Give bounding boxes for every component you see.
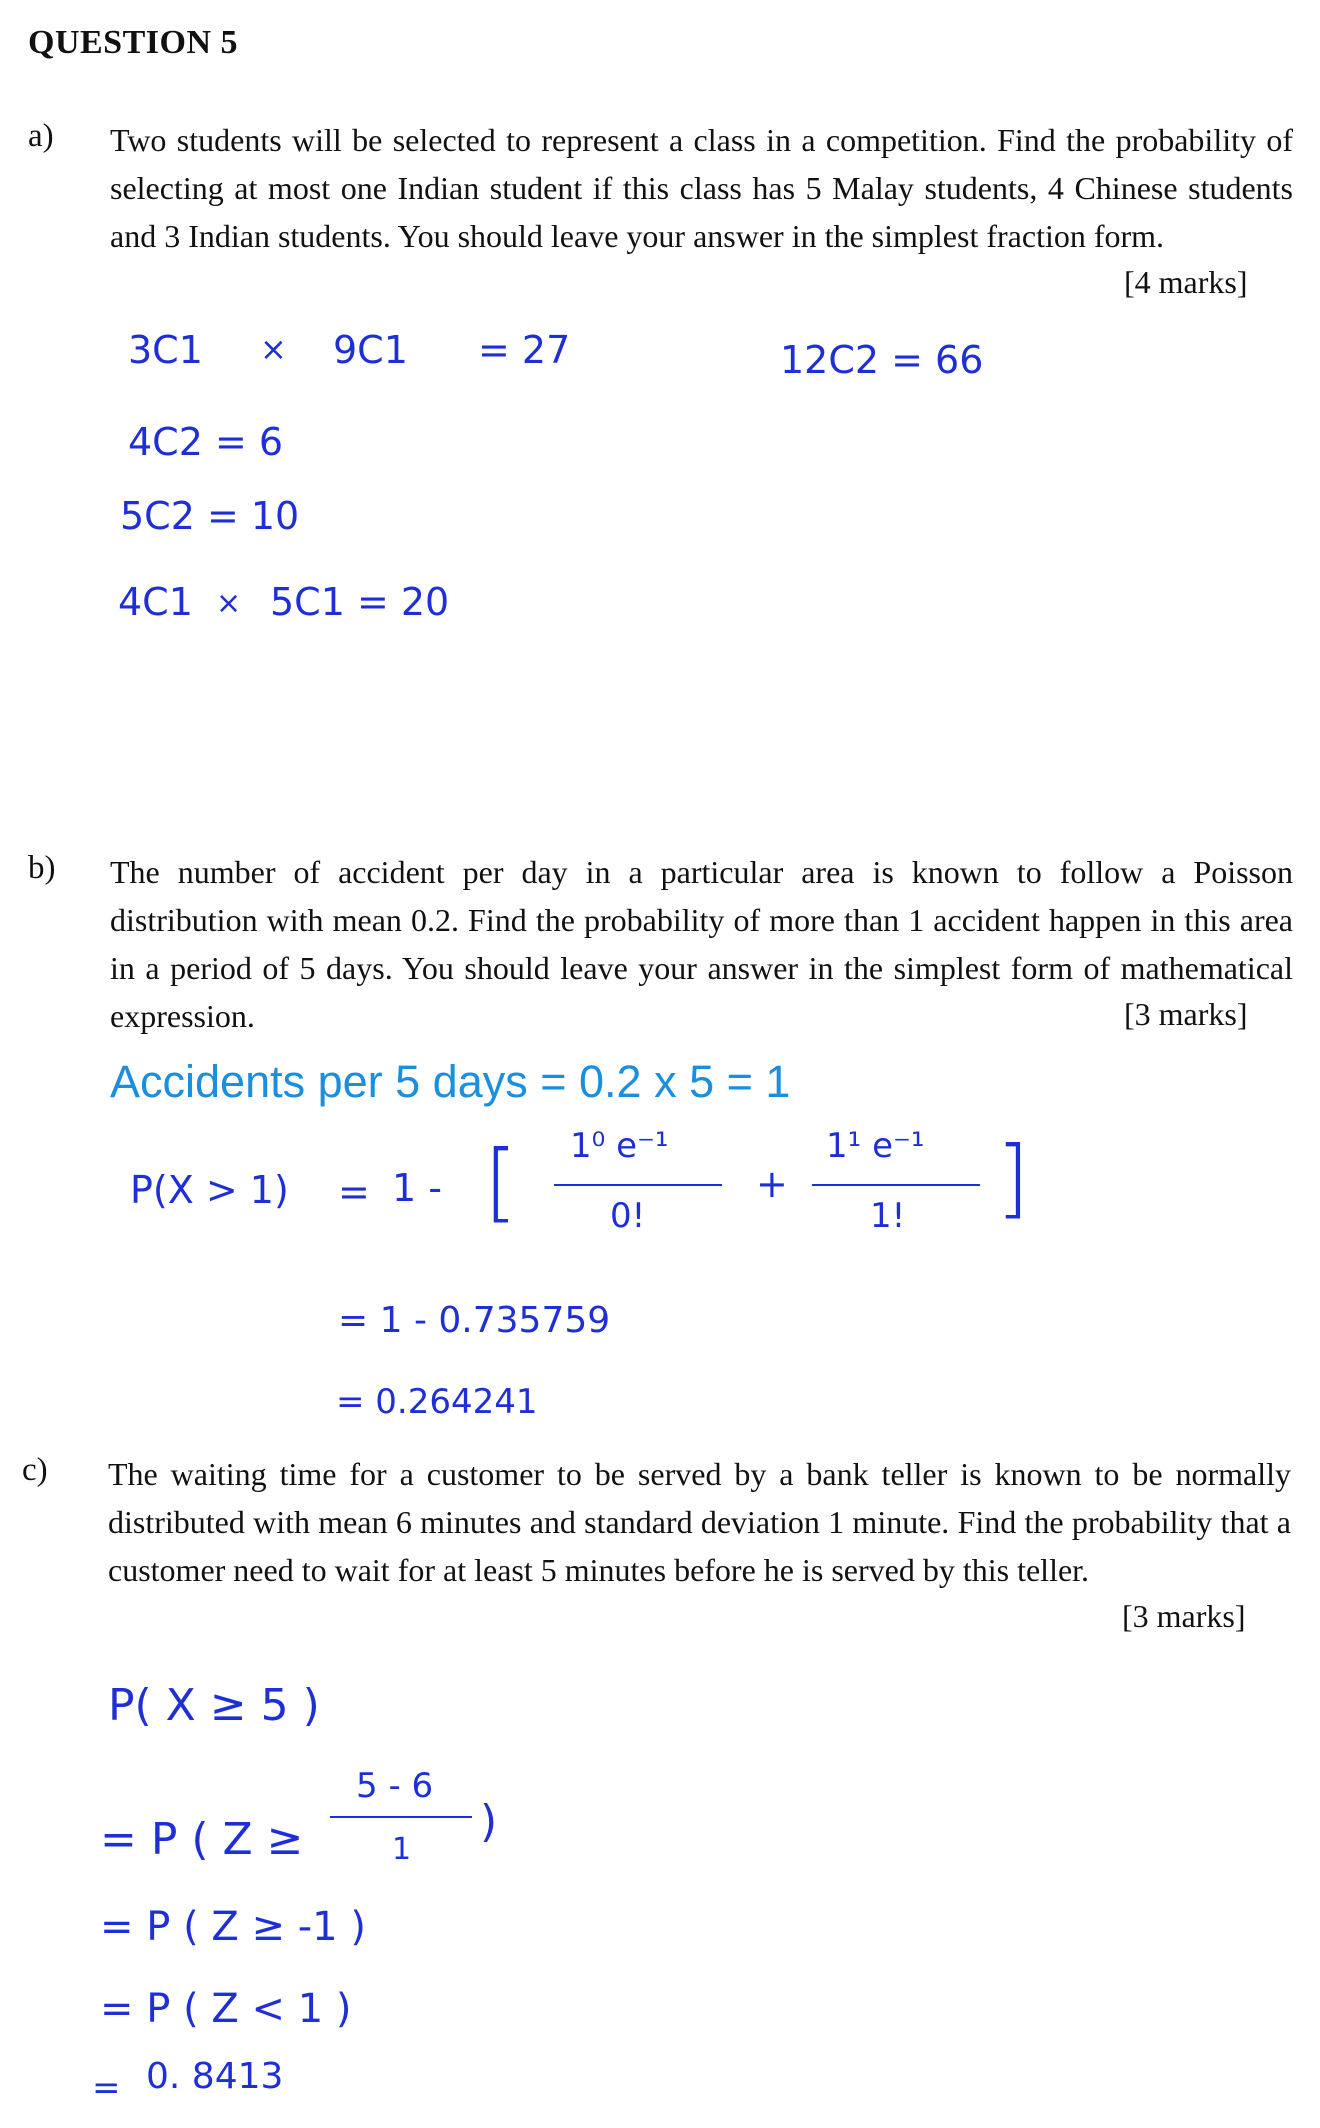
part-b-work-num1: 1⁰ e⁻¹ [570, 1126, 669, 1166]
part-c-text: The waiting time for a customer to be served by a bank teller is known to be normally distributed with mean 6 minutes and standard deviation 1 minute. Find the probability that a customer need to wait for at least 5 minutes before he is served by this teller. [108, 1456, 1291, 1588]
part-c-work-line5-val: 0. 8413 [146, 2056, 284, 2097]
part-b-label: b) [28, 850, 56, 886]
part-a-work-line3: 5C2 = 10 [120, 494, 300, 538]
part-b-work-num2: 1¹ e⁻¹ [826, 1126, 925, 1166]
part-a-work-line4-times: × [216, 586, 242, 621]
part-a-work-line4-a: 4C1 [118, 580, 193, 624]
part-c-work-line3: = P ( Z ≥ -1 ) [100, 1904, 366, 1950]
part-b-question [110, 848, 1293, 1040]
part-a-work-line2: 4C2 = 6 [128, 420, 284, 464]
part-b-work-lhs: P(X > 1) [130, 1168, 289, 1212]
part-b-marks: [3 marks] [1124, 996, 1248, 1032]
part-a-label: a) [28, 118, 54, 154]
part-b-work-open-bracket: [ [484, 1132, 518, 1232]
part-a-work-total: 12C2 = 66 [780, 338, 984, 382]
part-b-work-plus: + [756, 1162, 788, 1206]
part-b-work-den2: 1! [870, 1196, 906, 1236]
part-c-work-fraction-line [330, 1816, 472, 1818]
part-b-work-step2: = 1 - 0.735759 [338, 1300, 611, 1341]
part-b-work-step3: = 0.264241 [336, 1382, 538, 1422]
part-a-work-line1-result: = 27 [478, 328, 571, 372]
part-c-question [108, 1450, 1291, 1594]
part-a-work-line1-times: × [260, 330, 287, 368]
part-c-label: c) [22, 1452, 48, 1488]
part-c-work-line4: = P ( Z < 1 ) [100, 1986, 352, 2032]
part-b-typed-note: Accidents per 5 days = 0.2 x 5 = 1 [110, 1056, 791, 1107]
part-b-text: The number of accident per day in a particular area is known to follow a Poisson distribution with mean 0.2. Find the probability of more than 1 accident happen in this area in a period of 5 days. You should leave your answer in the simplest form of mathematical expression. [110, 854, 1293, 1034]
part-c-work-line2-lhs: = P ( Z ≥ [100, 1814, 304, 1865]
part-a-work-line1-a: 3C1 [128, 328, 203, 372]
part-c-work-line2-close: ) [480, 1796, 498, 1847]
part-b-work-eq: = [338, 1170, 370, 1214]
part-c-work-line2-den: 1 [392, 1832, 412, 1867]
part-b-work-close-bracket: ] [996, 1128, 1030, 1228]
part-a-question [110, 116, 1293, 260]
part-b-work-den1: 0! [610, 1196, 646, 1236]
part-a-text: Two students will be selected to represent a class in a competition. Find the probability of selecting at most one Indian student if this class has 5 Malay students, 4 Chinese students and 3 Indian students. You should leave your answer in the simplest fraction form. [110, 122, 1293, 254]
part-c-marks: [3 marks] [1122, 1598, 1246, 1634]
part-c-work-line5-eq: = [92, 2068, 121, 2108]
part-a-work-line4-b: 5C1 = 20 [270, 580, 450, 624]
part-b-work-fraction1-line [554, 1184, 722, 1186]
part-a-work-line1-b: 9C1 [333, 328, 408, 372]
part-a-marks: [4 marks] [1124, 264, 1248, 300]
part-b-work-fraction2-line [812, 1184, 980, 1186]
part-c-work-line2-num: 5 - 6 [356, 1766, 434, 1806]
question-heading: QUESTION 5 [28, 24, 238, 61]
part-c-work-line1: P( X ≥ 5 ) [108, 1680, 320, 1731]
part-b-work-one-minus: 1 - [392, 1166, 442, 1210]
